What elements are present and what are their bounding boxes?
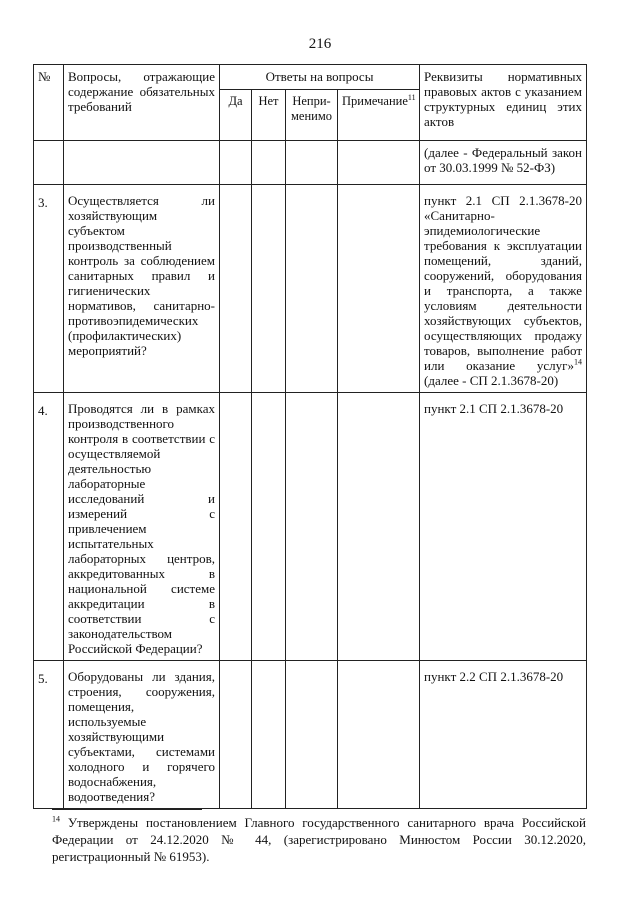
header-not-applicable [286,90,338,141]
footnote-text: Утверждены постановлением Главного государственного санитарного врача Российской Федерации от 24.12.2020 № 44, (зарегистрировано Минюстом России 30.12.2020, регистрационный № 61953). [52,815,586,864]
row-requisite [420,393,587,661]
header-note-sup: 11 [407,92,416,102]
row-question: Оборудованы ли здания, строения, сооружения, помещения, используемые хозяйствующими субъектами, системами холодного и горячего водоснабжения, водоотведения? [64,661,220,809]
answer-no-cell[interactable] [252,393,286,661]
requisite-text: пункт 2.1 СП 2.1.3678-20 [424,401,564,416]
requisite-tail: (далее - СП 2.1.3678-20) [424,373,559,388]
answer-yes-cell[interactable] [220,141,252,185]
answer-no-cell[interactable] [252,141,286,185]
requisite-text: (далее - Федеральный закон от 30.03.1999 № 52-ФЗ) [424,145,583,175]
answer-note-cell[interactable] [338,185,420,393]
row-num: 3. [34,185,64,393]
row-question: Проводятся ли в рамках производственного контроля в соответствии с осуществляемой деятельностью лабораторные исследований и измерений с привлечением испытательных лабораторных центров, аккредитованных в национальной системе аккредитации в соответствии с законодательством Российской Федерации? [64,393,220,661]
row-num [34,141,64,185]
row-question [64,141,220,185]
header-na-part1: Непри- [292,94,331,108]
answer-na-cell[interactable] [286,393,338,661]
row-requisite [420,185,587,393]
table-row [34,141,587,185]
row-question: Осуществляется ли хозяйствующим субъектом производственный контроль за соблюдением санитарных правил и гигиенических нормативов, санитарно-противоэпидемических (профилактических) мероприятий? [64,185,220,393]
answer-na-cell[interactable] [286,661,338,809]
checklist-table [33,64,587,809]
header-question: Вопросы, отражающие содержание обязательных требований [64,65,220,141]
header-num: № [34,65,64,141]
row-num: 4. [34,393,64,661]
answer-no-cell[interactable] [252,661,286,809]
header-note-label: Примечание [342,94,408,108]
table-row [34,185,587,393]
answer-no-cell[interactable] [252,185,286,393]
header-note [338,90,420,141]
requisite-footnote-ref: 14 [574,357,583,367]
requisite-text: пункт 2.2 СП 2.1.3678-20 [424,669,564,684]
row-requisite [420,661,587,809]
answer-note-cell[interactable] [338,393,420,661]
footnote [52,814,586,865]
answer-note-cell[interactable] [338,141,420,185]
page-number: 216 [308,36,332,52]
footnote-marker: 14 [52,814,60,824]
header-answers: Ответы на вопросы [220,65,420,90]
requisite-text: пункт 2.1 СП 2.1.3678-20 «Санитарно-эпидемиологические требования к эксплуатации помещений, зданий, сооружений, оборудования и транспорта, а также условиям деятельности хозяйствующих субъектов, осуществляющих продажу товаров, выполнение работ или оказание услуг» [424,193,583,373]
answer-na-cell[interactable] [286,185,338,393]
answer-note-cell[interactable] [338,661,420,809]
answer-yes-cell[interactable] [220,661,252,809]
answer-yes-cell[interactable] [220,393,252,661]
table-row [34,393,587,661]
header-yes: Да [220,90,252,141]
header-row-top [34,65,587,90]
answer-na-cell[interactable] [286,141,338,185]
table-row [34,661,587,809]
row-requisite [420,141,587,185]
row-num: 5. [34,661,64,809]
header-requisites: Реквизиты нормативных правовых актов с указанием структурных единиц этих актов [420,65,587,141]
footnote-divider [52,809,202,810]
header-na-part2: менимо [291,109,332,123]
answer-yes-cell[interactable] [220,185,252,393]
header-no: Нет [252,90,286,141]
